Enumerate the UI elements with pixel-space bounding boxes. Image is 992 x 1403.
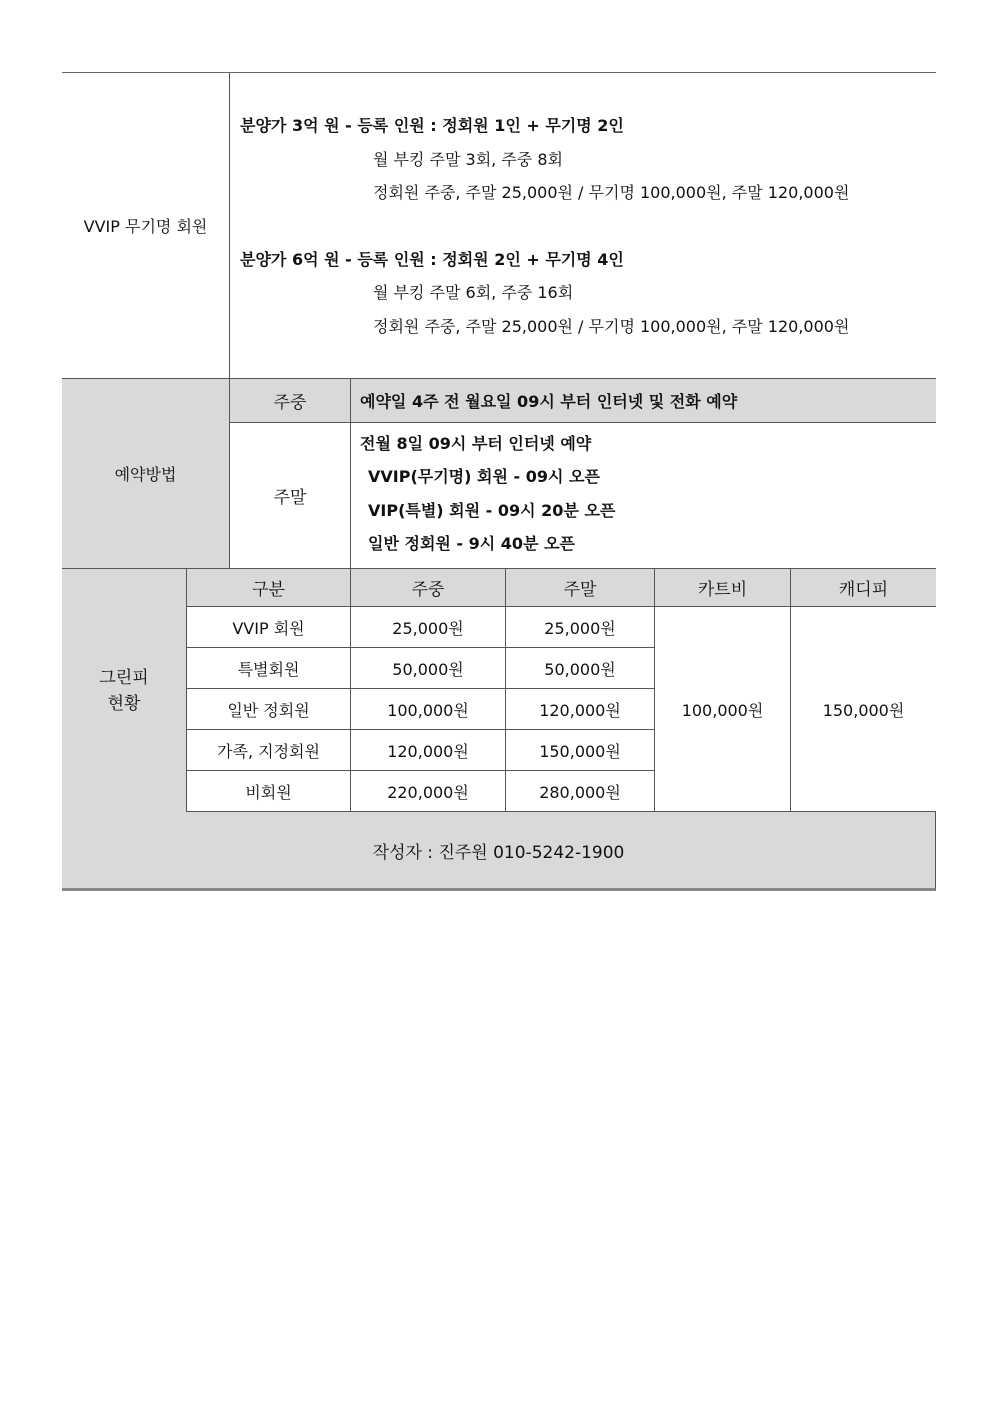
greenfee-label [62,569,187,812]
weekend-line: VVIP(무기명) 회원 - 09시 오픈 [368,467,600,487]
table-cell: 120,000원 [351,730,506,771]
greenfee-table [187,569,936,812]
block2-title: 분양가 6억 원 - 등록 인원 : 정회원 2인 + 무기명 4인 [240,249,624,269]
reservation-label: 예약방법 [62,379,230,568]
header-cell: 구분 [187,569,351,607]
header-cell: 캐디피 [791,569,936,607]
weekend-line: VIP(특별) 회원 - 09시 20분 오픈 [368,500,616,520]
header-cell: 주중 [351,569,506,607]
header-cell: 카트비 [655,569,791,607]
reservation-section [62,378,936,568]
weekday-text: 예약일 4주 전 월요일 09시 부터 인터넷 및 전화 예약 [360,392,738,411]
table-cell: 특별회원 [187,648,351,689]
header-cell: 주말 [506,569,655,607]
table-cell: 120,000원 [506,689,655,730]
author-text: 작성자 : 진주원 010-5242-1900 [372,842,625,863]
greenfee-section [62,568,936,812]
table-cell: 가족, 지정회원 [187,730,351,771]
block1-booking: 월 부킹 주말 3회, 주중 8회 [373,149,563,169]
block1-title: 분양가 3억 원 - 등록 인원 : 정회원 1인 + 무기명 2인 [240,116,624,135]
weekend-line: 전월 8일 09시 부터 인터넷 예약 [360,434,592,453]
block1-fee: 정회원 주중, 주말 25,000원 / 무기명 100,000원, 주말 120,000원 [373,183,850,202]
greenfee-label-line1: 그린피 [99,667,149,688]
vvip-section [62,72,936,378]
table-cell: 25,000원 [351,607,506,648]
block2-fee: 정회원 주중, 주말 25,000원 / 무기명 100,000원, 주말 120,000원 [373,316,850,336]
table-cell: 280,000원 [506,771,655,812]
table-cell: 일반 정회원 [187,689,351,730]
author-footer [62,812,936,891]
weekend-key: 주말 [230,423,351,568]
table-cell: VVIP 회원 [187,607,351,648]
caddie-fee-cell: 150,000원 [791,607,936,812]
table-cell: 25,000원 [506,607,655,648]
document-page [62,72,936,891]
block2-booking: 월 부킹 주말 6회, 주중 16회 [373,283,574,302]
vvip-details [240,113,930,347]
weekday-key: 주중 [230,379,351,422]
table-cell: 50,000원 [351,648,506,689]
table-cell: 비회원 [187,771,351,812]
table-cell: 100,000원 [351,689,506,730]
weekend-lines [360,431,615,564]
table-cell: 150,000원 [506,730,655,771]
weekday-row [230,379,936,423]
table-cell: 50,000원 [506,648,655,689]
cart-fee-cell: 100,000원 [655,607,791,812]
weekend-row [230,423,936,568]
greenfee-label-line2: 현황 [107,693,141,714]
table-cell: 220,000원 [351,771,506,812]
weekend-line: 일반 정회원 - 9시 40분 오픈 [368,533,575,553]
vvip-label: VVIP 무기명 회원 [62,73,230,378]
